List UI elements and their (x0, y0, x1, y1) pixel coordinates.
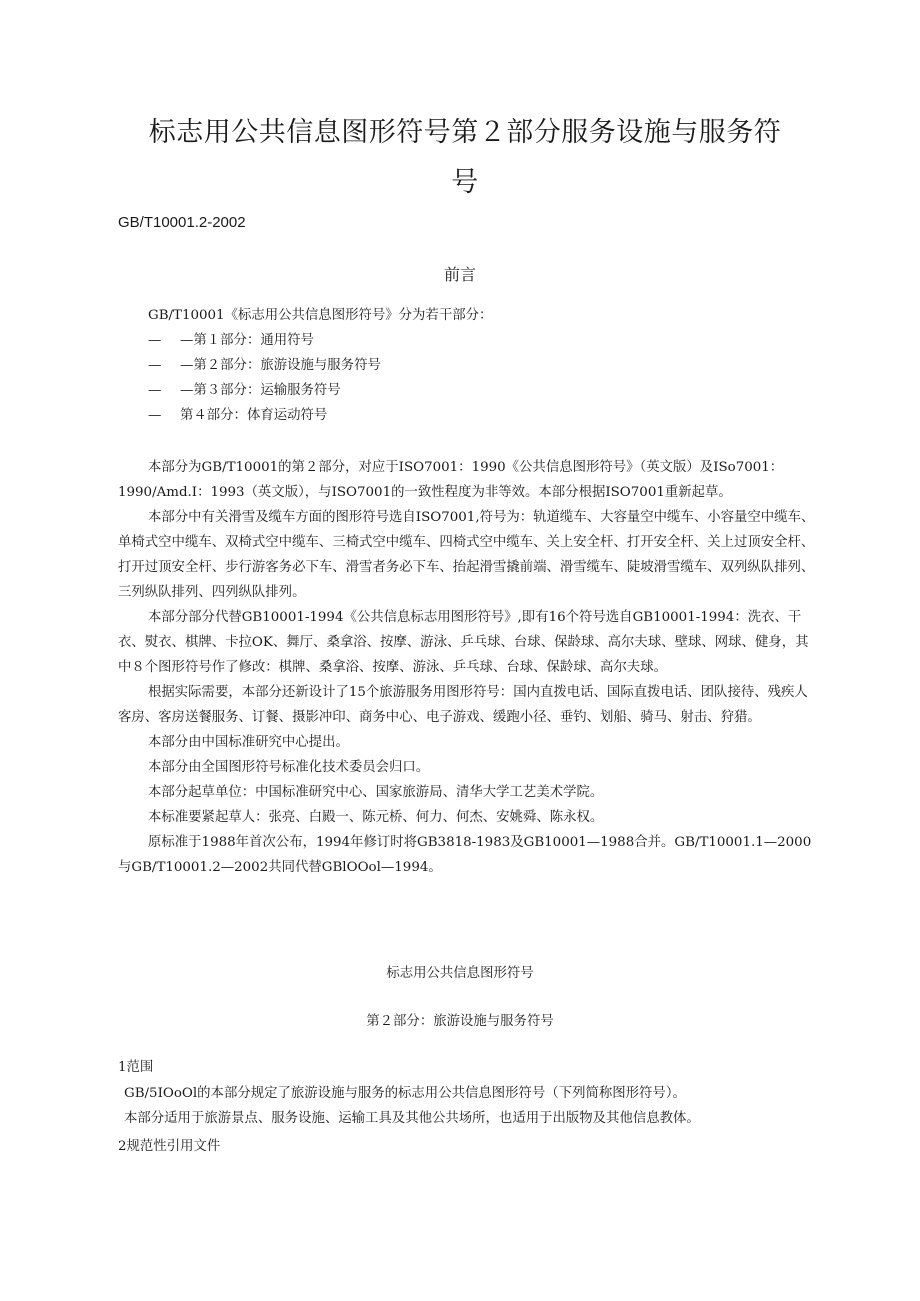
list-item (148, 378, 492, 403)
parts-list (148, 303, 492, 428)
section-1-heading: 1范围 (118, 1060, 154, 1075)
subtitle-part: 第２部分：旅游设施与服务符号 (366, 1014, 554, 1029)
dash-marker: — (148, 333, 162, 348)
document-title (140, 108, 790, 208)
parts-intro: GB/T10001《标志用公共信息图形符号》分为若干部分： (148, 308, 493, 323)
paragraph-drafting-units: 本部分起草单位：中国标准研究中心、国家旅游局、清华大学工艺美术学院。 (148, 785, 604, 800)
dash-marker: — (148, 408, 162, 423)
list-item (148, 328, 492, 353)
paragraph-ski-symbols: 本部分中有关滑雪及缆车方面的图形符号选自ISO7001,符号为：轨道缆车、大容量空中缆车、小容量空中缆车、单椅式空中缆车、双椅式空中缆车、三椅式空中缆车、四椅式空中缆车、关上安全杆、打开安全杆、关上过顶安全杆、打开过顶安全杆、步行游客务必下车、滑雪者务必下车、抬起滑雪撬前端、滑雪缆车、陡坡滑雪缆车、双列纵队排列、三列纵队排列、四列纵队排列。 (118, 510, 815, 600)
section-2-heading: 2规范性引用文件 (118, 1139, 221, 1154)
paragraph-drafters: 本标准要紧起草人：张亮、白殿一、陈元桥、何力、何杰、安姚舜、陈永权。 (148, 810, 604, 825)
title-line-2: 号 (451, 167, 479, 198)
part-label: —第１部分：通用符号 (180, 333, 314, 348)
paragraph-replacement: 本部分部分代替GB10001-1994《公共信息标志用图形符号》,即有16个符号选自GB10001-1994：洗衣、干衣、熨衣、棋牌、卡拉OK、舞厅、桑拿浴、按摩、游泳、乒乓球、台球、保龄球、高尔夫球、壁球、网球、健身，其中８个图形符号作了修改：棋牌、桑拿浴、按摩、游泳、乒乓球、台球、保龄球、高尔夫球。 (118, 610, 809, 675)
paragraph-proposer: 本部分由中国标准研究中心提出。 (148, 735, 349, 750)
standard-number: GB/T10001.2-2002 (118, 214, 246, 231)
part-label: —第２部分：旅游设施与服务符号 (180, 358, 381, 373)
paragraph-correspondence: 本部分为GB/T10001的第２部分，对应于ISO7001：1990《公共信息图形符号》（英文版）及ISo7001：1990/Amd.I：1993（英文版），与ISO7001的一致性程度为非等效。本部分根据ISO7001重新起草。 (118, 460, 784, 500)
part-label: 第４部分：体育运动符号 (180, 408, 328, 423)
paragraph-history: 原标准于1988年首次公布，1994年修订时将GB3818-1983及GB10001—1988合并。GB/T10001.1—2000与GB/T10001.2—2002共同代替GBlOOol—1994。 (118, 835, 812, 875)
section-1-body (118, 1081, 838, 1131)
paragraph-centralized: 本部分由全国图形符号标准化技术委员会归口。 (148, 760, 430, 775)
dash-marker: — (148, 383, 162, 398)
part-label: —第３部分：运输服务符号 (180, 383, 341, 398)
list-item (148, 353, 492, 378)
dash-marker: — (148, 358, 162, 373)
scope-paragraph-2: 本部分适用于旅游景点、服务设施、运输工具及其他公共场所，也适用于出版物及其他信息教体。 (124, 1111, 700, 1126)
subtitle-main: 标志用公共信息图形符号 (386, 966, 534, 981)
scope-paragraph-1: GB/5IOoOl的本部分规定了旅游设施与服务的标志用公共信息图形符号（下列简称图形符号）。 (124, 1086, 686, 1101)
foreword-body (118, 455, 818, 880)
paragraph-new-symbols: 根据实际需要，本部分还新设计了15个旅游服务用图形符号：国内直拨电话、国际直拨电话、团队接待、残疾人客房、客房送餐服务、订餐、摄影冲印、商务中心、电子游戏、缓跑小径、垂钓、划船、骑马、射击、狩猎。 (118, 685, 808, 725)
list-item (148, 403, 492, 428)
title-line-1: 标志用公共信息图形符号第２部分服务设施与服务符 (148, 117, 782, 148)
foreword-heading: 前言 (443, 267, 476, 284)
